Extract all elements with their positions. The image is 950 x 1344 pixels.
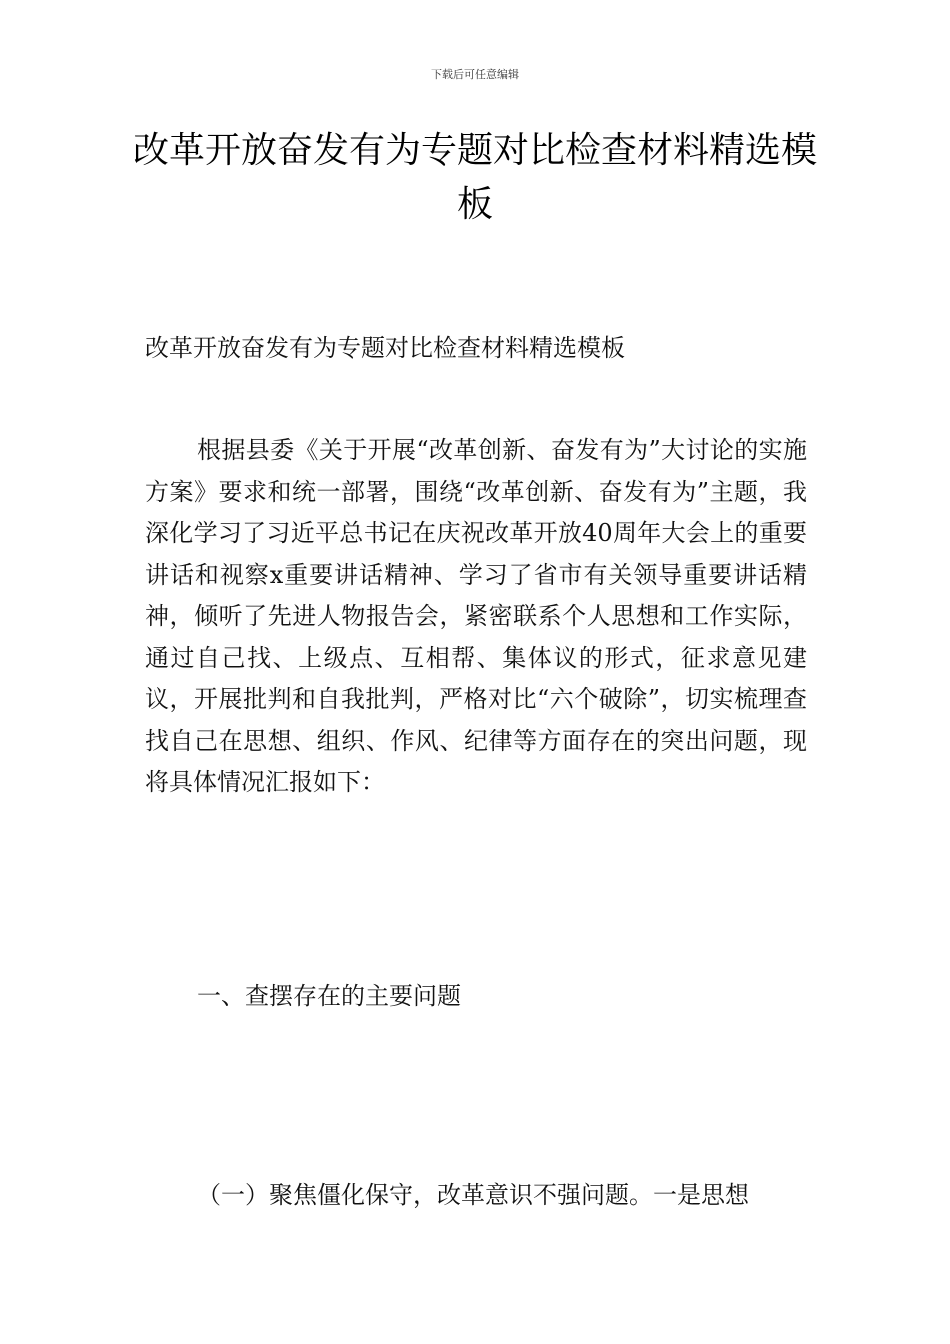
intro-paragraph: 根据县委《关于开展“改革创新、奋发有为”大讨论的实施方案》要求和统一部署，围绕“改革创新、奋发有为”主题，我深化学习了习近平总书记在庆祝改革开放40周年大会上的重要讲话和视察x重要讲话精神、学习了省市有关领导重要讲话精神，倾听了先进人物报告会，紧密联系个人思想和工作实际，通过自己找、上级点、互相帮、集体议的形式，征求意见建议，开展批判和自我批判，严格对比“六个破除”，切实梳理查找自己在思想、组织、作风、纪律等方面存在的突出问题，现将具体情况汇报如下： xyxy=(145,436,807,796)
section-heading: 一、查摆存在的主要问题 xyxy=(197,982,461,1010)
document-subtitle: 改革开放奋发有为专题对比检查材料精选模板 xyxy=(145,334,625,362)
subsection-heading: （一）聚焦僵化保守，改革意识不强问题。一是思想 xyxy=(197,1181,749,1209)
document-title: 改革开放奋发有为专题对比检查材料精选模板 xyxy=(132,130,817,225)
header-note: 下载后可任意编辑 xyxy=(431,68,519,81)
